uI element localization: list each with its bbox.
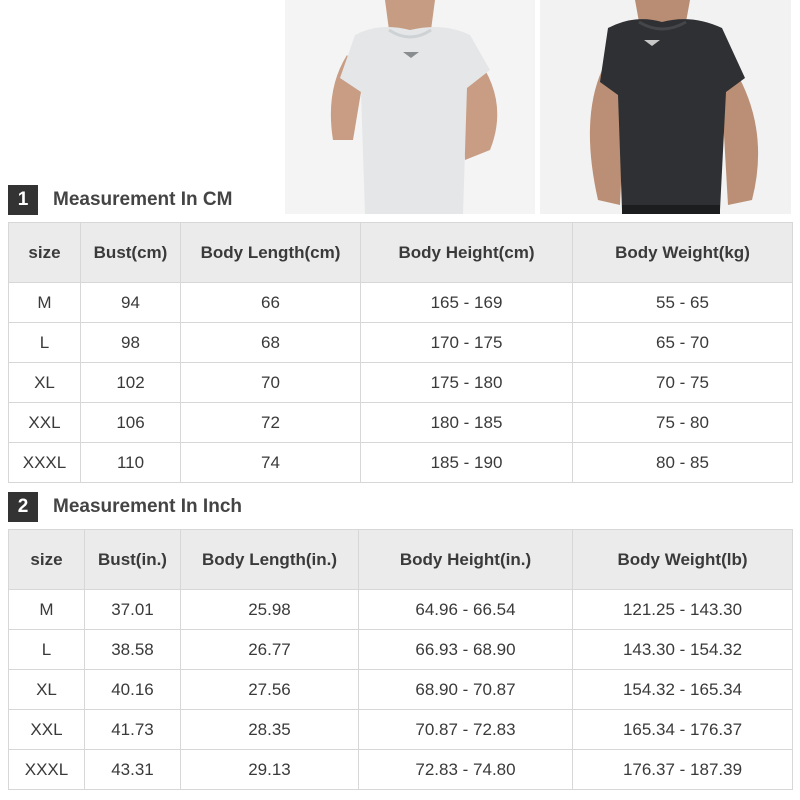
section-header-cm [8, 185, 232, 215]
table-cell: L [9, 323, 81, 363]
table-cell: M [9, 283, 81, 323]
table-cell: XXL [9, 710, 85, 750]
table-cell: 25.98 [181, 590, 359, 630]
column-header: Bust(cm) [81, 223, 181, 283]
table-cell: 26.77 [181, 630, 359, 670]
table-cell: 28.35 [181, 710, 359, 750]
column-header: Body Height(cm) [361, 223, 573, 283]
table-row [9, 670, 793, 710]
table-row [9, 710, 793, 750]
table-cell: 185 - 190 [361, 443, 573, 483]
table-cell: 154.32 - 165.34 [573, 670, 793, 710]
section-number: 2 [8, 492, 38, 522]
table-cell: 170 - 175 [361, 323, 573, 363]
table-cell: 74 [181, 443, 361, 483]
table-header-row [9, 530, 793, 590]
column-header: size [9, 223, 81, 283]
table-cell: 110 [81, 443, 181, 483]
table-cell: XXXL [9, 443, 81, 483]
table-cell: 37.01 [85, 590, 181, 630]
column-header: Body Weight(kg) [573, 223, 793, 283]
table-cell: 143.30 - 154.32 [573, 630, 793, 670]
table-cell: 176.37 - 187.39 [573, 750, 793, 790]
table-cell: 27.56 [181, 670, 359, 710]
column-header: Body Length(cm) [181, 223, 361, 283]
table-row [9, 630, 793, 670]
table-row [9, 403, 793, 443]
table-cell: 94 [81, 283, 181, 323]
table-cell: 66 [181, 283, 361, 323]
table-cell: 40.16 [85, 670, 181, 710]
table-cell: 165 - 169 [361, 283, 573, 323]
column-header: size [9, 530, 85, 590]
table-row [9, 363, 793, 403]
table-row [9, 283, 793, 323]
table-cell: 64.96 - 66.54 [359, 590, 573, 630]
table-cell: 70 [181, 363, 361, 403]
table-cell: 121.25 - 143.30 [573, 590, 793, 630]
table-cell: 98 [81, 323, 181, 363]
table-cell: 175 - 180 [361, 363, 573, 403]
table-cell: L [9, 630, 85, 670]
table-cell: 43.31 [85, 750, 181, 790]
table-cell: 68.90 - 70.87 [359, 670, 573, 710]
table-cell: 72.83 - 74.80 [359, 750, 573, 790]
column-header: Body Length(in.) [181, 530, 359, 590]
table-cell: 165.34 - 176.37 [573, 710, 793, 750]
table-row [9, 323, 793, 363]
column-header: Body Weight(lb) [573, 530, 793, 590]
section-title: Measurement In Inch [53, 496, 242, 517]
table-cell: 70.87 - 72.83 [359, 710, 573, 750]
section-title: Measurement In CM [53, 189, 233, 210]
black-shirt-photo [540, 0, 791, 214]
column-header: Body Height(in.) [359, 530, 573, 590]
table-header-row [9, 223, 793, 283]
table-cell: 68 [181, 323, 361, 363]
table-cell: XL [9, 363, 81, 403]
table-cell: 70 - 75 [573, 363, 793, 403]
size-table-cm [8, 222, 793, 483]
table-cell: XXXL [9, 750, 85, 790]
table-cell: 38.58 [85, 630, 181, 670]
table-cell: XL [9, 670, 85, 710]
table-row [9, 590, 793, 630]
table-cell: 106 [81, 403, 181, 443]
table-row [9, 443, 793, 483]
column-header: Bust(in.) [85, 530, 181, 590]
table-cell: 66.93 - 68.90 [359, 630, 573, 670]
table-cell: 41.73 [85, 710, 181, 750]
table-cell: 102 [81, 363, 181, 403]
white-shirt-photo [285, 0, 535, 214]
table-cell: 75 - 80 [573, 403, 793, 443]
table-cell: 72 [181, 403, 361, 443]
table-row [9, 750, 793, 790]
table-cell: 29.13 [181, 750, 359, 790]
table-cell: XXL [9, 403, 81, 443]
section-header-inch [8, 492, 242, 522]
section-number: 1 [8, 185, 38, 215]
table-cell: 65 - 70 [573, 323, 793, 363]
table-cell: 80 - 85 [573, 443, 793, 483]
table-cell: 55 - 65 [573, 283, 793, 323]
table-cell: M [9, 590, 85, 630]
size-table-inch [8, 529, 793, 790]
table-cell: 180 - 185 [361, 403, 573, 443]
